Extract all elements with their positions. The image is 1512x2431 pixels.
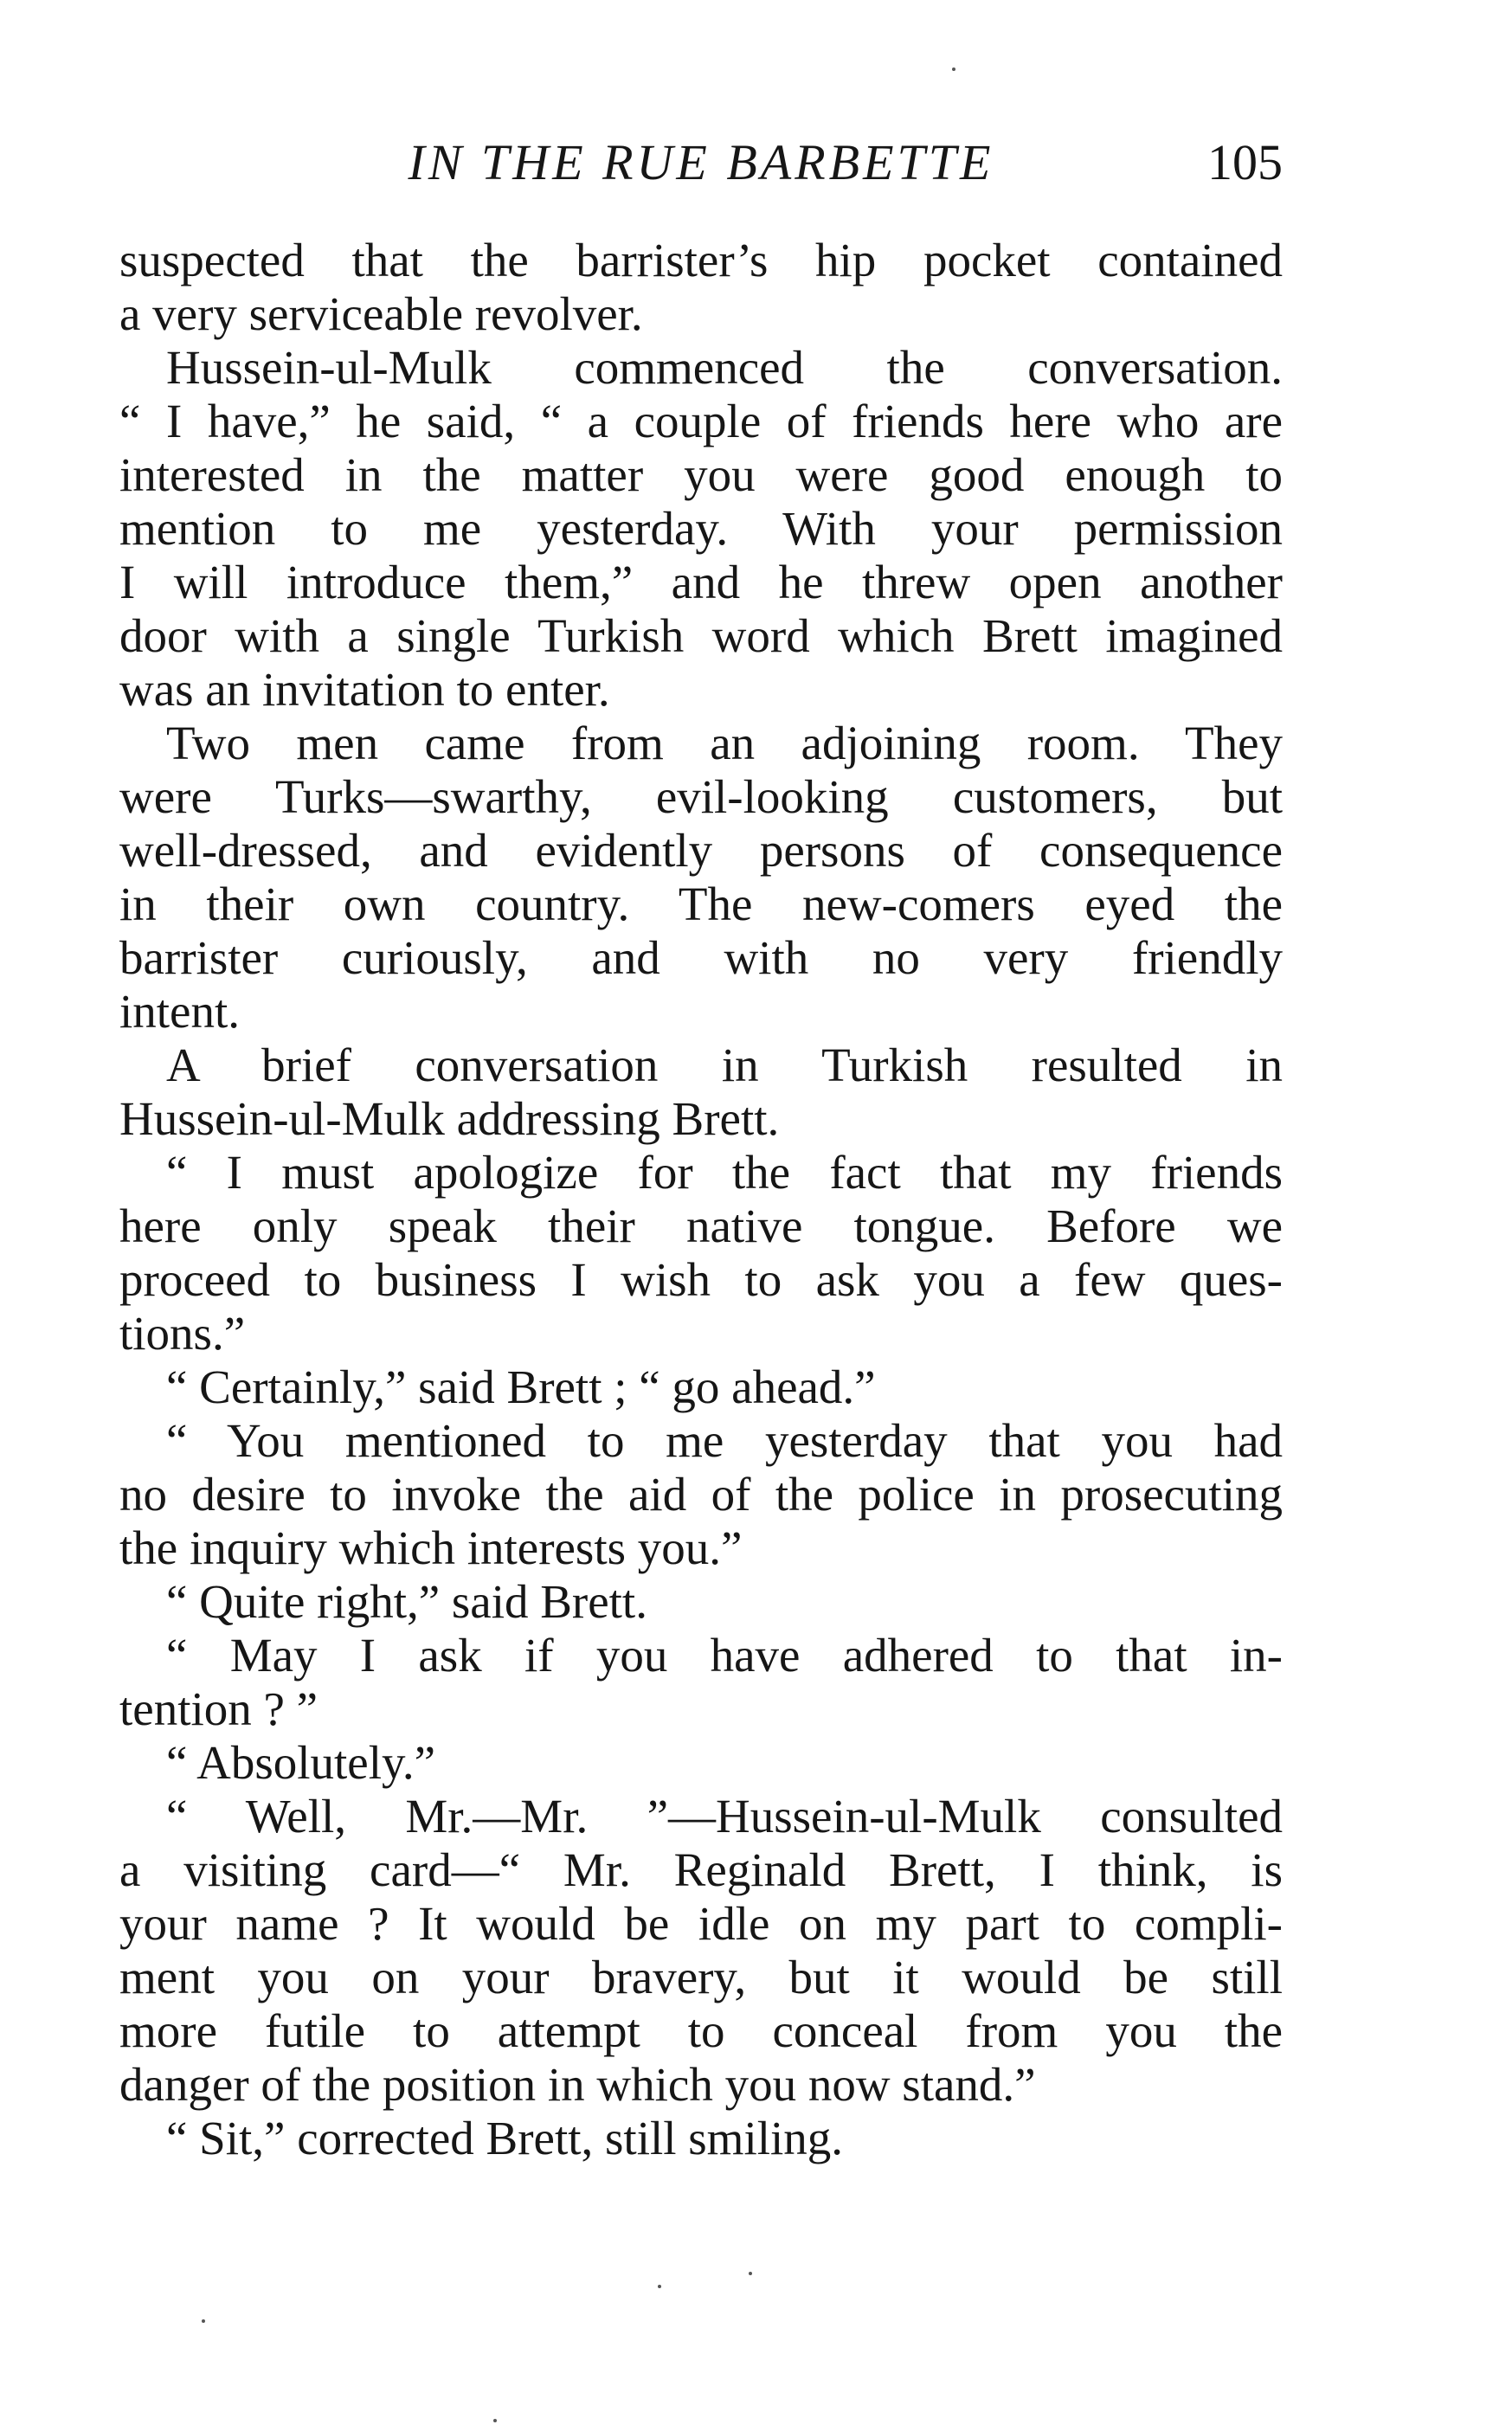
text-line: more futile to attempt to conceal from you the [119,2004,1283,2057]
text-line: A brief conversation in Turkish resulted in [166,1039,1283,1091]
text-line: here only speak their native tongue. Before we [119,1199,1283,1252]
text-line: mention to me yesterday. With your permission [119,502,1283,555]
text-line: in their own country. The new-comers eyed the [119,878,1283,930]
text-line: Hussein-ul-Mulk addressing Brett. [119,1092,780,1145]
text-line: intent. [119,985,241,1038]
text-line: a very serviceable revolver. [119,287,643,340]
body-text [119,234,1283,2165]
text-line: “ Absolutely.” [166,1736,436,1789]
speck [952,68,955,71]
text-line: “ Sit,” corrected Brett, still smiling. [166,2112,844,2164]
text-line: “ Certainly,” said Brett ; “ go ahead.” [166,1360,876,1413]
speck [658,2285,661,2288]
text-line: door with a single Turkish word which Brett imagined [119,609,1283,662]
text-line: your name ? It would be idle on my part to compli- [119,1897,1283,1950]
text-line: “ I must apologize for the fact that my friends [166,1146,1283,1199]
text-line: Two men came from an adjoining room. They [166,717,1283,769]
text-line: “ May I ask if you have adhered to that in- [166,1629,1283,1682]
page-number: 105 [1207,134,1283,190]
text-line: interested in the matter you were good enough to [119,448,1283,501]
speck [493,2419,497,2422]
text-line: barrister curiously, and with no very friendly [119,931,1283,984]
speck [749,2272,752,2275]
text-line: “ Quite right,” said Brett. [166,1575,647,1628]
running-title: IN THE RUE BARBETTE [408,134,994,190]
page-header [119,128,1283,197]
text-line: was an invitation to enter. [119,663,610,716]
text-line: a visiting card—“ Mr. Reginald Brett, I think, is [119,1843,1283,1896]
text-line: the inquiry which interests you.” [119,1521,743,1574]
text-line: proceed to business I wish to ask you a few ques- [119,1253,1283,1306]
text-line: ment you on your bravery, but it would be still [119,1951,1283,2003]
text-line: no desire to invoke the aid of the police in prosecuting [119,1468,1283,1521]
text-line: “ You mentioned to me yesterday that you had [166,1414,1283,1467]
text-line: I will introduce them,” and he threw open another [119,556,1283,608]
text-line: were Turks—swarthy, evil-looking customers, but [119,770,1283,823]
text-line: danger of the position in which you now stand.” [119,2058,1036,2111]
text-line: suspected that the barrister’s hip pocket contained [119,234,1283,286]
text-line: “ I have,” he said, “ a couple of friends here who are [119,395,1283,447]
text-line: tions.” [119,1307,246,1360]
text-line: tention ? ” [119,1682,318,1735]
text-line: well-dressed, and evidently persons of consequence [119,824,1283,877]
speck [202,2319,205,2323]
text-line: “ Well, Mr.—Mr. ”—Hussein-ul-Mulk consulted [166,1790,1283,1843]
text-line: Hussein-ul-Mulk commenced the conversation. [166,341,1283,394]
